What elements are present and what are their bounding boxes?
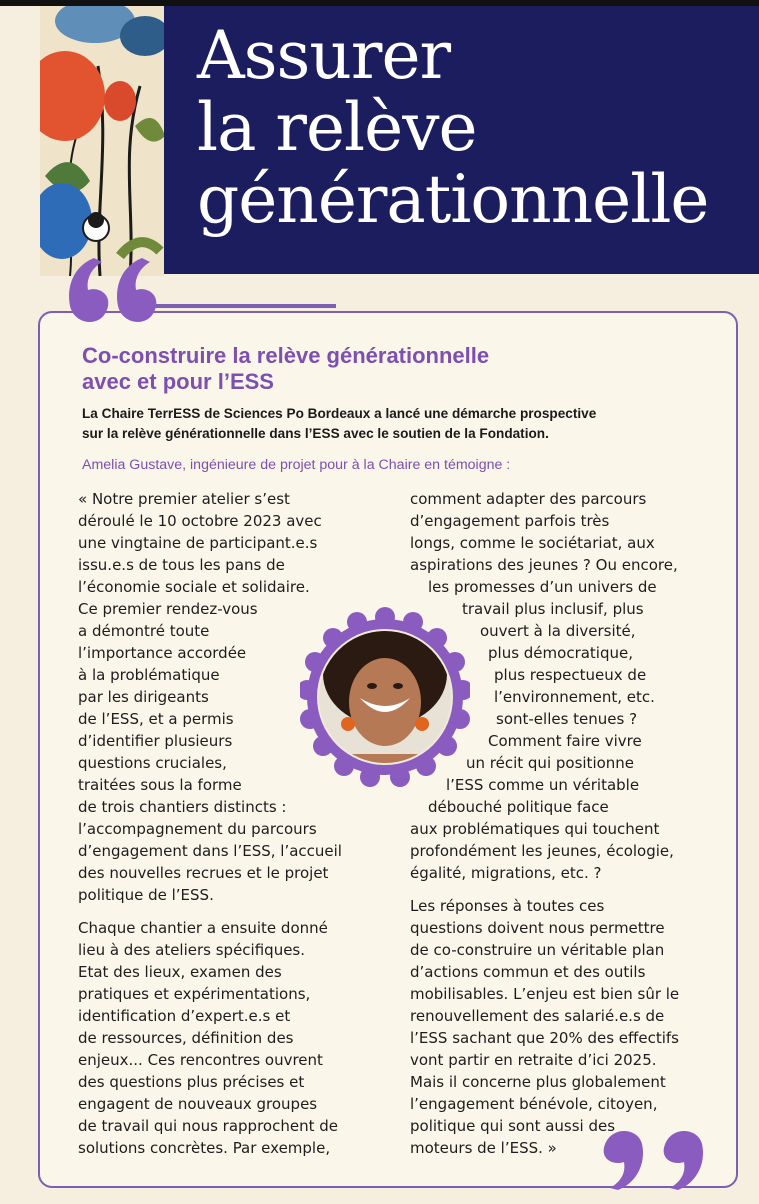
text-line: ouvert à la diversité,	[480, 622, 636, 640]
text-line: égalité, migrations, etc. ?	[410, 864, 602, 882]
paragraph-gap	[410, 884, 679, 895]
open-quote-icon	[64, 248, 336, 336]
text-line: Mais il concerne plus globalement	[410, 1073, 666, 1091]
text-line: plus respectueux de	[494, 666, 647, 684]
text-line: les promesses d’un univers de	[428, 578, 657, 596]
text-line: sont-elles tenues ?	[496, 710, 638, 728]
article-intro	[82, 404, 722, 444]
text-line: de co-construire un véritable plan	[410, 941, 665, 959]
text-line: d’identifier plusieurs	[78, 732, 233, 750]
text-line: profondément les jeunes, écologie,	[410, 842, 674, 860]
left-column	[78, 488, 342, 1159]
text-line: enjeux... Ces rencontres ouvrent	[78, 1051, 323, 1069]
paragraph-gap	[78, 906, 342, 917]
text-line: « Notre premier atelier s’est	[78, 490, 290, 508]
text-line: déroulé le 10 octobre 2023 avec	[78, 512, 322, 530]
text-line: aux problématiques qui touchent	[410, 820, 660, 838]
text-line: moteurs de l’ESS. »	[410, 1139, 557, 1157]
text-line: l’engagement bénévole, citoyen,	[410, 1095, 658, 1113]
text-line: d’actions commun et des outils	[410, 963, 646, 981]
text-line: traitées sous la forme	[78, 776, 242, 794]
text-line: politique de l’ESS.	[78, 886, 214, 904]
text-line: de trois chantiers distincts :	[78, 798, 287, 816]
text-line: politique qui sont aussi des	[410, 1117, 616, 1135]
right-column	[410, 488, 679, 1159]
text-line: l’ESS sachant que 20% des effectifs	[410, 1029, 679, 1047]
text-line: identification d’expert.e.s et	[78, 1007, 291, 1025]
text-line: aspirations des jeunes ? Ou encore,	[410, 556, 678, 574]
text-line: travail plus inclusif, plus	[462, 600, 644, 618]
text-line: de l’ESS, et a permis	[78, 710, 234, 728]
text-line: plus démocratique,	[488, 644, 633, 662]
text-line: longs, comme le sociétariat, aux	[410, 534, 655, 552]
text-line: par les dirigeants	[78, 688, 209, 706]
portrait-photo	[300, 594, 470, 800]
text-line: solutions concrètes. Par exemple,	[78, 1139, 331, 1157]
page-title: Assurer la relève générationnelle	[197, 17, 709, 238]
floral-illustration	[40, 6, 164, 276]
text-line: lieu à des ateliers spécifiques.	[78, 941, 306, 959]
text-line: Comment faire vivre	[488, 732, 642, 750]
text-line: de travail qui nous rapprochent de	[78, 1117, 338, 1135]
text-line: l’importance accordée	[78, 644, 247, 662]
text-line: renouvellement des salarié.e.s de	[410, 1007, 665, 1025]
text-line: engagent de nouveaux groupes	[78, 1095, 318, 1113]
text-line: mobilisables. L’enjeu est bien sûr le	[410, 985, 680, 1003]
text-line: Ce premier rendez-vous	[78, 600, 258, 618]
text-line: questions doivent nous permettre	[410, 919, 665, 937]
text-line: d’engagement dans l’ESS, l’accueil	[78, 842, 342, 860]
text-line: l’environnement, etc.	[494, 688, 655, 706]
text-line: vont partir en retraite d’ici 2025.	[410, 1051, 657, 1069]
text-line: à la problématique	[78, 666, 220, 684]
text-line: Chaque chantier a ensuite donné	[78, 919, 328, 937]
text-line: des questions plus précises et	[78, 1073, 305, 1091]
text-line: des nouvelles recrues et le projet	[78, 864, 329, 882]
text-line: d’engagement parfois très	[410, 512, 610, 530]
text-line: une vingtaine de participant.e.s	[78, 534, 318, 552]
intro-line: La Chaire TerrESS de Sciences Po Bordeaux a lancé une démarche prospective	[82, 406, 597, 421]
article-byline: Amelia Gustave, ingénieure de projet pour à la Chaire en témoigne :	[82, 457, 511, 473]
article-heading: Co-construire la relève générationnelle avec et pour l’ESS	[82, 343, 490, 394]
text-line: Les réponses à toutes ces	[410, 897, 605, 915]
intro-line: sur la relève générationnelle dans l’ESS avec le soutien de la Fondation.	[82, 426, 549, 441]
text-line: un récit qui positionne	[466, 754, 635, 772]
text-line: l’ESS comme un véritable	[446, 776, 640, 794]
text-line: issu.e.s de tous les pans de	[78, 556, 285, 574]
text-line: questions cruciales,	[78, 754, 227, 772]
text-line: débouché politique face	[428, 798, 609, 816]
text-line: comment adapter des parcours	[410, 490, 647, 508]
text-line: l’accompagnement du parcours	[78, 820, 317, 838]
text-line: Etat des lieux, examen des	[78, 963, 282, 981]
text-line: de ressources, définition des	[78, 1029, 294, 1047]
text-line: l’économie sociale et solidaire.	[78, 578, 310, 596]
close-quote-icon	[596, 1130, 716, 1204]
text-line: pratiques et expérimentations,	[78, 985, 311, 1003]
text-line: a démontré toute	[78, 622, 210, 640]
